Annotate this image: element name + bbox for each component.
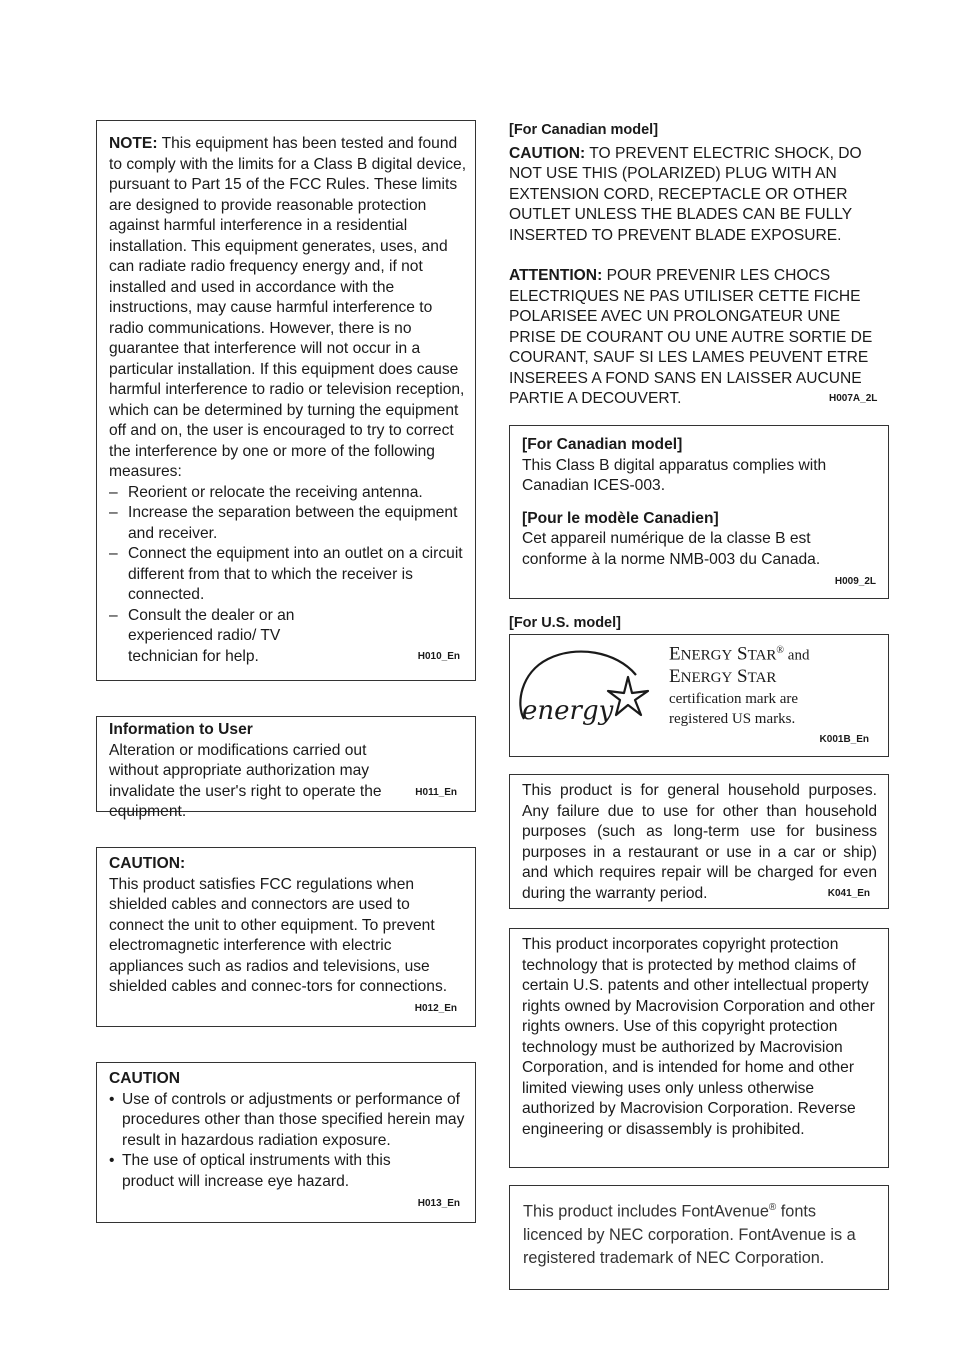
caution-list — [109, 1090, 471, 1193]
macrovision-text: This product incorporates copyright protection technology that is protected by method claims of certain U.S. patents and other intellectual property rights owned by Macrovision Corporation and other rights owners. Use of this copyright protection technology must be authorized by Macrovision Corporation, and is intended for home and other limited viewing uses only unless otherwise authorized by Macrovision Corporation. Reverse engineering or disassembly is prohibited. — [522, 936, 875, 1138]
canadian-plug-section — [509, 120, 889, 410]
energy-star-line — [669, 640, 884, 666]
section-heading: [For U.S. model] — [509, 615, 621, 631]
fcc-note-body — [109, 134, 471, 667]
text-fragment: and — [784, 647, 810, 664]
energy-star-line: registered US marks. — [669, 711, 796, 728]
text-fragment: E — [669, 643, 681, 665]
caution-label: CAUTION: — [509, 144, 586, 162]
canadian-ices-body — [522, 435, 878, 570]
ices-text-en: This Class B digital apparatus complies with Canadian ICES-003. — [522, 456, 827, 494]
fontavenue-box — [509, 1185, 889, 1290]
macrovision-box — [509, 928, 889, 1168]
caution-fcc-body — [109, 854, 457, 998]
section-heading: [Pour le modèle Canadien] — [522, 509, 719, 527]
measures-list — [109, 483, 471, 668]
document-code: H011_En — [415, 787, 457, 798]
energy-star-line: certification mark are — [669, 691, 799, 708]
info-user-text: Alteration or modifications carried out without appropriate authorization may invalidate the user's right to operate the equipment. — [109, 741, 382, 820]
canadian-ices-box — [509, 425, 889, 599]
document-code: H013_En — [417, 1198, 460, 1209]
text-fragment: NERGY — [680, 647, 733, 664]
caution-laser-body — [109, 1069, 471, 1192]
section-title: Information to User — [109, 721, 253, 738]
list-item: – Consult the dealer or an experienced radio/ TV technician for help. — [109, 606, 471, 668]
energy-star-line — [669, 666, 884, 689]
caution-plug-paragraph — [509, 144, 889, 247]
section-heading: [For Canadian model] — [509, 122, 659, 138]
section-title: CAUTION — [109, 1070, 181, 1087]
attention-label: ATTENTION: — [509, 267, 603, 284]
energy-star-logo — [516, 645, 656, 735]
fcc-note-box — [96, 120, 476, 681]
document-code: H007A_2L — [829, 393, 878, 404]
section-title: CAUTION: — [109, 855, 186, 872]
document-code: H010_En — [417, 651, 460, 662]
note-text: This equipment has been tested and found to comply with the limits for a Class B digital device, pursuant to Part 15 of the FCC Rules. These limits are designed to provide reasonable protection against harmful interference in a residential installation. This equipment generates, uses, and can radiate radio frequency energy and, if not installed and used in accordance with the instructions, may cause harmful interference to radio communications. However, there is no guarantee that interference will not occur in a particular installation. If this equipment does cause harmful interference to radio or television reception, which can be determined by turning the equipment off and on, the user is encouraged to try to correct the interference by one or more of the following measures: — [109, 135, 467, 480]
text-fragment: S — [732, 666, 748, 688]
document-code: H009_2L — [834, 576, 876, 587]
attention-paragraph — [509, 266, 889, 410]
text-fragment: E — [669, 666, 681, 688]
caution-fcc-box — [96, 847, 476, 1027]
info-user-body — [109, 720, 471, 823]
list-item: – Connect the equipment into an outlet on a circuit different from that to which the receiver is connected. — [109, 544, 471, 606]
note-label: NOTE: — [109, 135, 158, 152]
document-code: H012_En — [414, 1003, 457, 1014]
document-code: K041_En — [827, 888, 870, 899]
fontavenue-text — [523, 1196, 873, 1271]
list-item: – Increase the separation between the equipment and receiver. — [109, 503, 471, 544]
household-text: This product is for general household purposes. Any failure due to use for other than household purposes (such as long-term use for business purposes in a restaurant or use in a car or ship) and which requires repair will be charged for even during the warranty period. — [522, 782, 877, 902]
document-code: K001B_En — [819, 734, 869, 745]
caution-text: TO PREVENT ELECTRIC SHOCK, DO NOT USE THIS (POLARIZED) PLUG WITH AN EXTENSION CORD, RECEPTACLE OR OTHER OUTLET UNLESS THE BLADES CAN BE FULLY INSERTED TO PREVENT BLADE EXPOSURE. — [509, 144, 862, 244]
attention-text: POUR PREVENIR LES CHOCS ELECTRIQUES NE PAS UTILISER CETTE FICHE POLARISEE AVEC UN PROLONGATEUR UNE PRISE DE COURANT OU UNE AUTRE SORTIE DE COURANT, SAUF SI LES LAMES PEUVENT ETRE INSEREES A FOND SANS EN LAISSER AUCUNE PARTIE A DECOUVERT. — [509, 267, 873, 407]
text-fragment: TAR — [747, 670, 777, 687]
caution-fcc-text: This product satisfies FCC regulations when shielded cables and connectors are used to connect the unit to other equipment. To prevent electromagnetic interference with electric appliances such as radios and televisions, use shielded cables and connec-tors for connections. — [109, 875, 448, 995]
energy-star-text — [669, 640, 884, 729]
text-fragment: TAR — [747, 647, 777, 664]
caution-laser-box — [96, 1062, 476, 1223]
energy-logo-wordmark: energy — [522, 696, 614, 726]
list-item: • Use of controls or adjustments or performance of procedures other than those specified herein may result in hazardous radiation exposure. — [109, 1090, 471, 1152]
text-fragment: This product includes FontAvenue — [523, 1202, 769, 1221]
text-fragment: NERGY — [680, 670, 733, 687]
information-to-user-box — [96, 716, 476, 820]
household-box — [509, 774, 889, 909]
list-item: • The use of optical instruments with this product will increase eye hazard. — [109, 1151, 471, 1192]
section-heading: [For Canadian model] — [522, 436, 683, 453]
text-fragment: S — [732, 643, 748, 665]
ices-text-fr: Cet appareil numérique de la classe B est conforme à la norme NMB-003 du Canada. — [522, 530, 821, 568]
list-item: – Reorient or relocate the receiving antenna. — [109, 483, 471, 504]
text-fragment: fonts licenced by NEC corporation. FontAvenue is a registered trademark of NEC Corporation. — [523, 1202, 856, 1268]
registered-mark: ® — [768, 1202, 777, 1213]
energy-star-box — [509, 634, 889, 757]
registered-mark: ® — [776, 645, 785, 656]
